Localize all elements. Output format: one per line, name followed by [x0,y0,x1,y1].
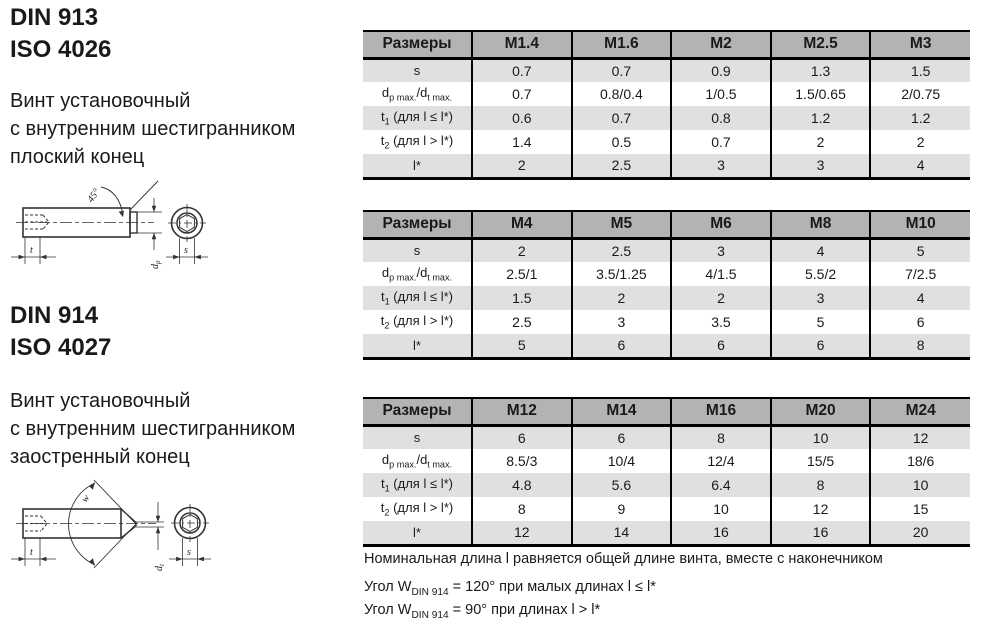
dimensions-table-m12-m24 [363,397,970,547]
table-cell: 0.8 [671,106,771,130]
table-cell: 0.7 [572,106,672,130]
table-row [363,425,970,449]
table-cell: 15 [870,497,970,521]
table-cell: 3 [771,154,871,178]
table-cell: 6 [472,425,572,449]
description2-line3: заостренный конец [10,446,190,468]
table-row [363,334,970,358]
table-cell: 12/4 [671,449,771,473]
table-row [363,521,970,545]
table-cell: 6.4 [671,473,771,497]
table-cell: 4/1.5 [671,262,771,286]
table-cell: 5 [870,238,970,262]
table-cell: 12 [472,521,572,545]
table-corner-header: Размеры [363,398,472,425]
standard-din914-label: DIN 914 [10,302,99,329]
table-row [363,286,970,310]
table-cell: 5.6 [572,473,672,497]
table-cell: 1.2 [870,106,970,130]
table-cell: 0.9 [671,58,771,82]
table-cell: 1.2 [771,106,871,130]
description2-line1: Винт установочный [10,390,191,412]
table-cell: 18/6 [870,449,970,473]
table-cell: 6 [572,425,672,449]
size-column-header: M2 [671,31,771,58]
note-angle-90: Угол $W_{DIN 914} = 90^\circ$ при длинах l > l* [364,602,601,621]
table-cell: 2.5/1 [472,262,572,286]
table-cell: 9 [572,497,672,521]
row-label: $t_2$ (для l > l*) [363,310,472,334]
table-cell: 0.6 [472,106,572,130]
size-column-header: M1.6 [572,31,672,58]
table-cell: 20 [870,521,970,545]
table-cell: 3.5/1.25 [572,262,672,286]
table-cell: 0.7 [572,58,672,82]
table-cell: 6 [572,334,672,358]
standard-din913-label: DIN 913 [10,4,99,31]
table-cell: 8 [671,425,771,449]
table-cell: 1.3 [771,58,871,82]
row-label: $t_1$ (для l ≤ l*) [363,473,472,497]
row-label: $d_{p max.}/d_{t max.}$ [363,262,472,286]
table-cell: 5 [472,334,572,358]
size-column-header: M20 [771,398,871,425]
table-row [363,473,970,497]
dimensions-table-m4-m10 [363,210,970,360]
chamfer-angle-label: 45° [85,186,103,205]
table-row [363,82,970,106]
row-label: $d_{p max.}/d_{t max.}$ [363,449,472,473]
table-cell: 4 [771,238,871,262]
row-label: $t_1$ (для l ≤ l*) [363,286,472,310]
table-row [363,106,970,130]
row-label: l* [363,334,472,358]
note-nominal-length: Номинальная длина l равняется общей длине винта, вместе с наконечником [364,551,883,567]
dimensions-table-m1_4-m3 [363,30,970,180]
table-cell: 1.5 [870,58,970,82]
table-cell: 2.5 [572,238,672,262]
table-corner-header: Размеры [363,31,472,58]
table-cell: 6 [671,334,771,358]
table-cell: 2 [771,130,871,154]
table-cell: 12 [870,425,970,449]
table-cell: 2.5 [572,154,672,178]
size-column-header: M16 [671,398,771,425]
table-row [363,310,970,334]
hex-size-dim-label: s [184,245,188,256]
socket-depth-dim-label: t [30,245,33,256]
standard-iso4026-label: ISO 4026 [10,36,112,63]
description1-line2: с внутренним шестигранником [10,118,296,140]
size-column-header: M2.5 [771,31,871,58]
table-cell: 10 [671,497,771,521]
table-cell: 3 [671,154,771,178]
description2-line2: с внутренним шестигранником [10,418,296,440]
table-corner-header: Размеры [363,211,472,238]
table-cell: 8.5/3 [472,449,572,473]
table-cell: 2 [870,130,970,154]
table-row [363,449,970,473]
row-label: s [363,425,472,449]
table-cell: 1.5 [472,286,572,310]
table-cell: 8 [771,473,871,497]
size-column-header: M3 [870,31,970,58]
table-cell: 1/0.5 [671,82,771,106]
table-cell: 8 [870,334,970,358]
table-cell: 2/0.75 [870,82,970,106]
table-cell: 0.7 [472,82,572,106]
table-row [363,130,970,154]
note-angle-120: Угол $W_{DIN 914} = 120^\circ$ при малых длинах l ≤ l* [364,579,656,598]
table-cell: 2 [572,286,672,310]
cone-point-setscrew-drawing [6,472,236,574]
table-cell: 12 [771,497,871,521]
table-row [363,58,970,82]
row-label: $d_{p max.}/d_{t max.}$ [363,82,472,106]
table-cell: 15/5 [771,449,871,473]
table-row [363,262,970,286]
table-cell: 0.8/0.4 [572,82,672,106]
table-cell: 8 [472,497,572,521]
table-cell: 0.7 [472,58,572,82]
row-label: l* [363,154,472,178]
table-cell: 2.5 [472,310,572,334]
table-cell: 7/2.5 [870,262,970,286]
size-column-header: M12 [472,398,572,425]
table-cell: 5 [771,310,871,334]
description1-line1: Винт установочный [10,90,191,112]
size-column-header: M8 [771,211,871,238]
size-column-header: M1.4 [472,31,572,58]
size-column-header: M14 [572,398,672,425]
hex-size-dim-label: s [187,547,191,558]
table-cell: 3 [771,286,871,310]
tip-diameter-dim-label: $d_t$ [154,564,166,571]
table-cell: 3 [671,238,771,262]
flat-diameter-dim-label: $d_p$ [150,260,162,269]
table-row [363,238,970,262]
size-column-header: M10 [870,211,970,238]
table-cell: 4 [870,154,970,178]
table-cell: 6 [771,334,871,358]
table-cell: 2 [472,154,572,178]
table-cell: 16 [771,521,871,545]
table-row [363,154,970,178]
table-cell: 1.4 [472,130,572,154]
description1-line3: плоский конец [10,146,145,168]
row-label: $t_1$ (для l ≤ l*) [363,106,472,130]
row-label: $t_2$ (для l > l*) [363,130,472,154]
size-column-header: M24 [870,398,970,425]
table-cell: 6 [870,310,970,334]
table-cell: 4 [870,286,970,310]
row-label: s [363,238,472,262]
table-cell: 5.5/2 [771,262,871,286]
table-cell: 3.5 [671,310,771,334]
table-cell: 3 [572,310,672,334]
table-cell: 1.5/0.65 [771,82,871,106]
table-cell: 10 [771,425,871,449]
flat-point-setscrew-drawing [6,170,236,272]
standard-iso4027-label: ISO 4027 [10,334,112,361]
table-cell: 10 [870,473,970,497]
row-label: $t_2$ (для l > l*) [363,497,472,521]
table-row [363,497,970,521]
table-cell: 2 [671,286,771,310]
row-label: l* [363,521,472,545]
row-label: s [363,58,472,82]
size-column-header: M5 [572,211,672,238]
cone-angle-label: w [79,492,93,505]
size-column-header: M6 [671,211,771,238]
table-cell: 4.8 [472,473,572,497]
table-cell: 14 [572,521,672,545]
table-cell: 10/4 [572,449,672,473]
socket-depth-dim-label: t [30,547,33,558]
table-cell: 2 [472,238,572,262]
table-cell: 0.7 [671,130,771,154]
size-column-header: M4 [472,211,572,238]
table-cell: 16 [671,521,771,545]
table-cell: 0.5 [572,130,672,154]
